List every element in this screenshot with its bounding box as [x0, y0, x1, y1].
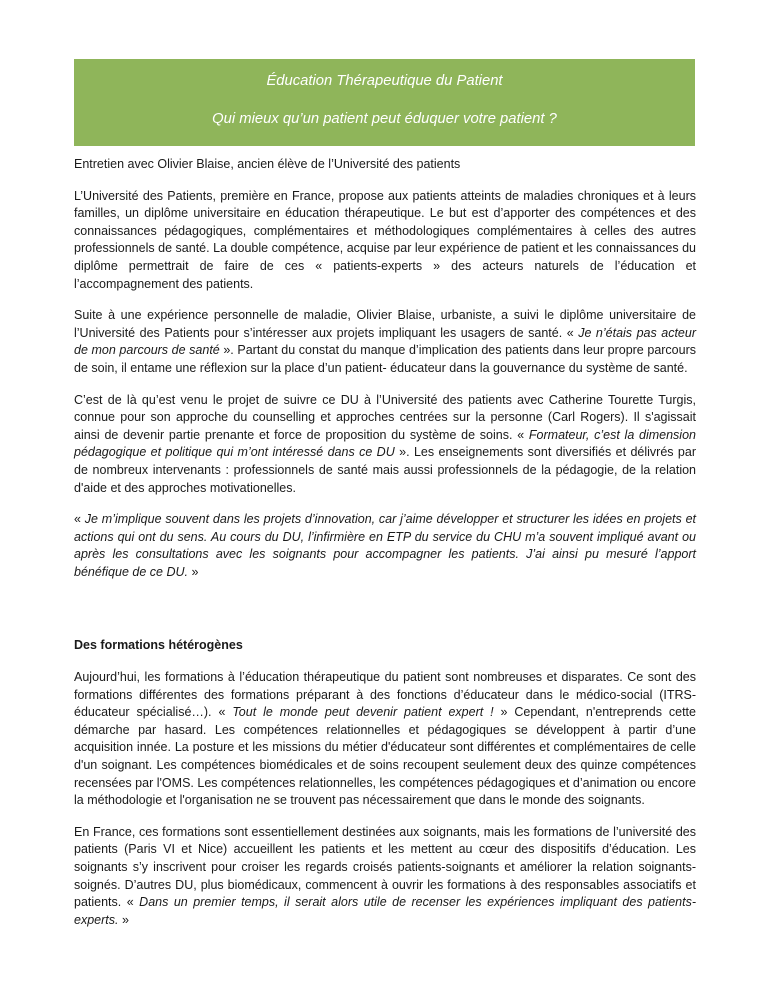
paragraph-5-text-b: » Cependant, n'entreprends cette démarche par hasard. Les compétences relationnelles et pédagogiques se développent à partir d’une acquisition innée. La posture et les missions du métier d'éducateur sont différentes et complémentaires de celle d'un soignant. Les compétences biomédicales et de soins recoupent seulement deux des quinze compétences recensées par l'OMS. Les compétences relationnelles, les compétences pédagogiques et d’animation ou encore la méthodologie et l'organisation ne se trouvent pas nécessairement que dans le monde des soignants.: [74, 705, 696, 808]
paragraph-2-text-b: ». Partant du constat du manque d’implication des patients dans leur propre parcours de soin, il entame une réflexion sur la place d’un patient- éducateur dans la gouvernance du système de santé.: [74, 343, 696, 375]
intro-line: Entretien avec Olivier Blaise, ancien élève de l’Université des patients: [74, 157, 461, 171]
paragraph-2-text-a: Suite à une expérience personnelle de maladie, Olivier Blaise, urbaniste, a suivi le diplôme universitaire de l’Université des Patients pour s’intéresser aux projets impliquant les usagers de santé. «: [74, 308, 696, 340]
paragraph-6-quote: Dans un premier temps, il serait alors utile de recenser les expériences impliquant des patients-experts.: [74, 895, 696, 927]
paragraph-2: [74, 307, 696, 377]
paragraph-3-quote: Formateur, c’est la dimension pédagogique et politique qui m’ont intéressé dans ce DU: [74, 427, 696, 460]
paragraph-1: L’Université des Patients, première en France, propose aux patients atteints de maladies chroniques et à leurs familles, un diplôme universitaire en éducation thérapeutique. Le but est d’apporter des compétences et des connaissances pédagogiques, complémentaires et méthodologiques complémentaires à celles des autres professionnels de santé. La double compétence, acquise par leur expérience de patient et les connaissances du diplôme permettrait de faire de ces « patients-experts » des acteurs naturels de l’éducation et l’accompagnement des patients.: [74, 188, 696, 291]
paragraph-3-text-a: C’est de là qu’est venu le projet de suivre ce DU à l’Université des patients avec Catherine Tourette Turgis, connue pour son approche du counselling et approches centrées sur la personne (Carl Rogers). Il s'agissait ainsi de devenir partie prenante et force de proposition du système de soins. «: [74, 392, 696, 442]
document-title: Éducation Thérapeutique du Patient: [266, 73, 503, 89]
paragraph-5: [74, 669, 696, 810]
paragraph-4-text-b: »: [187, 564, 199, 579]
paragraph-6: [74, 824, 696, 930]
title-banner: [74, 59, 695, 146]
paragraph-5-text-a: Aujourd’hui, les formations à l’éducation thérapeutique du patient sont nombreuses et disparates. Ce sont des formations différentes des formations préparant à des fonctions d’éducateur dans le médico-social (ITRS-éducateur spécialisé…). «: [74, 670, 696, 720]
paragraph-4-text-a: «: [74, 512, 85, 527]
paragraph-3: [74, 392, 696, 498]
document-subtitle: Qui mieux qu’un patient peut éduquer votre patient ?: [212, 111, 557, 127]
paragraph-2-quote: Je n’étais pas acteur de mon parcours de santé: [74, 325, 696, 358]
paragraph-5-quote: Tout le monde peut devenir patient expert !: [232, 705, 494, 720]
paragraph-4: [74, 511, 696, 581]
paragraph-4-quote: Je m’implique souvent dans les projets d’innovation, car j’aime développer et structurer les idées en projets et actions qui ont du sens. Au cours du DU, l’infirmière en ETP du service du CHU m’a souvent impliqué avant ou après les consultations avec les soignants pour accompagner les patients. J’ai ainsi pu mesuré l’apport bénéfique de ce DU.: [74, 512, 696, 579]
article-body: [74, 156, 696, 943]
paragraph-6-text-b: »: [118, 912, 129, 927]
paragraph-6-text-a: En France, ces formations sont essentiellement destinées aux soignants, mais les formations de l’université des patients (Paris VI et Nice) accueillent les patients et les mettent au cœur des dispositifs d’éducation. Les soignants s’y inscrivent pour croiser les regards croisés patients-soignants et améliorer la relation soignants-soignés. D’autres DU, plus biomédicaux, commencent à ouvrir les formations à des responsables associatifs et patients. «: [74, 824, 696, 910]
paragraph-3-text-b: ». Les enseignements sont diversifiés et délivrés par de nombreux intervenants : professionnels de santé mais aussi professionnels de la pédagogie, de la relation d'aide et des approches motivationelles.: [74, 445, 696, 495]
section-heading: Des formations hétérogènes: [74, 638, 243, 653]
